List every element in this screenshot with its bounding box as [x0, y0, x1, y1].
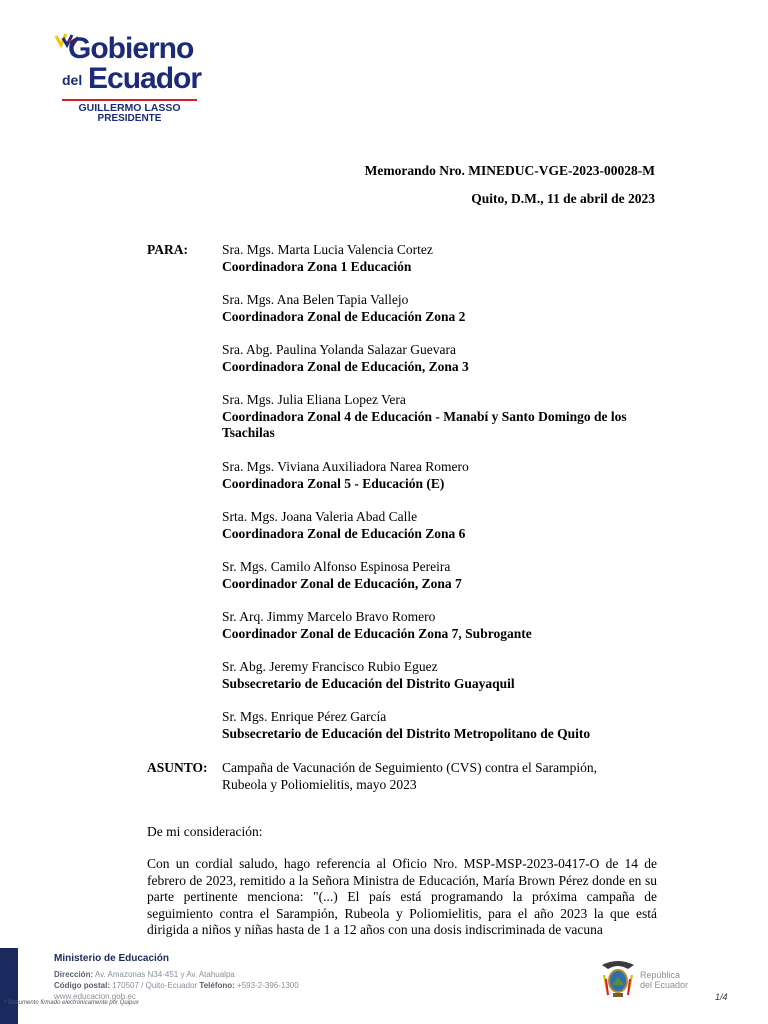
recipient — [222, 609, 662, 642]
recipient-title: Coordinadora Zonal de Educación Zona 2 — [222, 308, 466, 324]
asunto-label: ASUNTO: — [147, 760, 208, 775]
recipient-name: Sra. Mgs. Ana Belen Tapia Vallejo — [222, 292, 409, 307]
recipient — [222, 292, 662, 325]
footer-phone-value: +593-2-396-1300 — [237, 981, 299, 990]
recipient-name: Sr. Mgs. Camilo Alfonso Espinosa Pereira — [222, 559, 451, 574]
recipient — [222, 509, 662, 542]
logo-ecuador-text: Ecuador — [88, 62, 202, 95]
asunto-text: Campaña de Vacunación de Seguimiento (CVS) contra el Sarampión, Rubeola y Poliomielitis, mayo 2023 — [222, 760, 598, 792]
logo-president-name: GUILLERMO LASSO — [78, 102, 181, 114]
footer-postal-label: Código postal: — [54, 981, 110, 990]
logo-gobierno-text: Gobierno — [68, 32, 194, 65]
footer-phone-label: Teléfono: — [199, 981, 235, 990]
recipient — [222, 459, 662, 492]
republica-line2: del Ecuador — [640, 980, 689, 990]
recipient-name: Sra. Mgs. Marta Lucia Valencia Cortez — [222, 242, 433, 257]
recipient-name: Sr. Arq. Jimmy Marcelo Bravo Romero — [222, 609, 436, 624]
memo-place-date: Quito, D.M., 11 de abril de 2023 — [471, 191, 655, 206]
recipient — [222, 709, 662, 742]
recipient — [222, 559, 662, 592]
footer-ministry: Ministerio de Educación — [54, 953, 170, 964]
footer-website-link[interactable]: www.educacion.gob.ec — [54, 992, 136, 1001]
recipient-name: Srta. Mgs. Joana Valeria Abad Calle — [222, 509, 418, 524]
recipient-name: Sra. Abg. Paulina Yolanda Salazar Guevara — [222, 342, 456, 357]
recipient-name: Sr. Mgs. Enrique Pérez García — [222, 709, 387, 724]
recipient-title: Coordinador Zonal de Educación, Zona 7 — [222, 575, 462, 591]
recipient-title: Coordinadora Zonal 4 de Educación - Manabí y Santo Domingo de los Tsachilas — [222, 408, 627, 440]
recipient-title: Coordinador Zonal de Educación Zona 7, Subrogante — [222, 625, 532, 641]
footer-address — [54, 970, 235, 979]
footer-accent-bar — [0, 948, 18, 1024]
recipient — [222, 659, 662, 692]
memo-number: Memorando Nro. MINEDUC-VGE-2023-00028-M — [364, 163, 655, 178]
recipient — [222, 242, 662, 275]
recipient-title: Coordinadora Zonal 5 - Educación (E) — [222, 475, 445, 491]
recipient-name: Sr. Abg. Jeremy Francisco Rubio Eguez — [222, 659, 438, 674]
recipient-title: Coordinadora Zonal de Educación Zona 6 — [222, 525, 466, 541]
footer-postal — [54, 981, 299, 990]
recipient-title: Coordinadora Zona 1 Educación — [222, 258, 412, 274]
recipient — [222, 392, 657, 442]
recipient-title: Coordinadora Zonal de Educación, Zona 3 — [222, 358, 469, 374]
para-label: PARA: — [147, 242, 188, 257]
signed-note: * Documento firmado electrónicamente por Quipux — [4, 1000, 139, 1006]
republica-line1: República — [640, 970, 681, 980]
footer-address-label: Dirección: — [54, 970, 94, 979]
logo-del-text: del — [62, 72, 83, 88]
logo-divider — [62, 99, 197, 101]
recipient-name: Sra. Mgs. Viviana Auxiliadora Narea Romero — [222, 459, 469, 474]
recipient-title: Subsecretario de Educación del Distrito Metropolitano de Quito — [222, 725, 591, 741]
footer-postal-value: 170507 / Quito-Ecuador — [112, 981, 198, 990]
page-number: 1/4 — [715, 992, 728, 1002]
coat-of-arms-icon — [598, 955, 638, 1003]
republica-logo-text — [640, 970, 688, 990]
recipient-title: Subsecretario de Educación del Distrito Guayaquil — [222, 675, 515, 691]
logo-president-role: PRESIDENTE — [97, 113, 162, 124]
recipient-name: Sra. Mgs. Julia Eliana Lopez Vera — [222, 392, 406, 407]
footer-address-value: Av. Amazonas N34-451 y Av. Atahualpa — [94, 970, 235, 979]
recipient — [222, 342, 662, 375]
body-paragraph: Con un cordial saludo, hago referencia al Oficio Nro. MSP-MSP-2023-0417-O de 14 de febrero de 2023, remitido a la Señora Ministra de Educación, María Brown Pérez donde en su parte pertinente menciona: "(...) El país está programando la próxima campaña de seguimiento contra el Sarampión, Rubeola y Poliomielitis, para el año 2023 la que está dirigida a niños y niñas hasta de 1 a 12 años con una dosis indiscriminada de vacuna — [147, 856, 657, 937]
greeting: De mi consideración: — [147, 824, 263, 839]
